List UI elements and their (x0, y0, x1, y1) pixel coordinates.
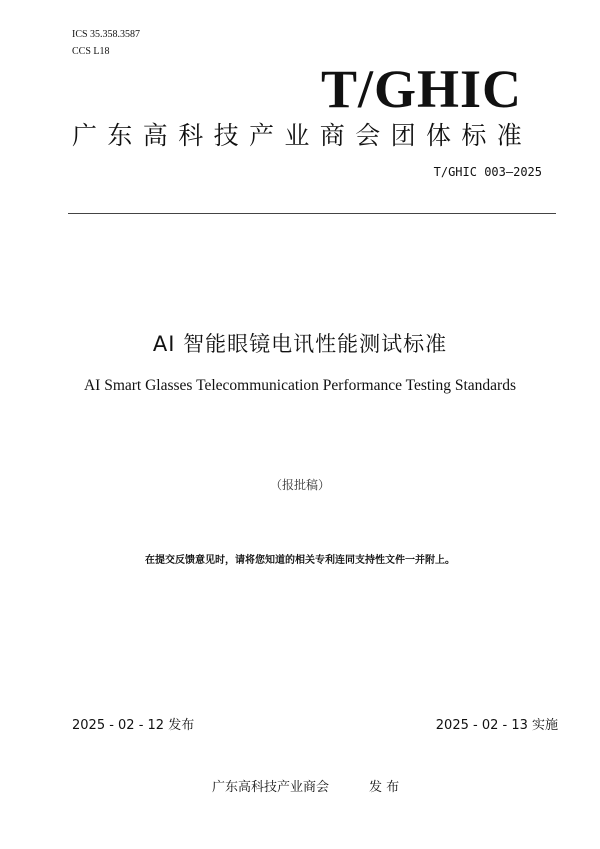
implement-date: 2025 - 02 - 13 实施 (435, 718, 558, 733)
document-title: AI 智能眼镜电讯性能测试标准 (152, 332, 448, 356)
publish-date: 2025 - 02 - 12 发布 (72, 718, 195, 733)
english-title: AI Smart Glasses Telecommunication Performance Testing Standards (83, 377, 517, 394)
draft-status: （报批稿） (269, 478, 330, 492)
org-standard-heading: 广东高科技产业商会团体标准 (72, 121, 533, 150)
divider (68, 213, 556, 214)
patent-notice: 在提交反馈意见时，请将您知道的相关专利连同支持性文件一并附上。 (145, 555, 455, 566)
ccs-code: CCS L18 (72, 46, 110, 57)
standard-code: T/GHIC 003—2025 (433, 165, 542, 179)
standard-logo: T/GHIC (320, 59, 522, 119)
ics-code: ICS 35.358.3587 (72, 29, 141, 40)
issuer: 广东高科技产业商会 (212, 780, 330, 795)
issue-label: 发 布 (369, 780, 400, 795)
